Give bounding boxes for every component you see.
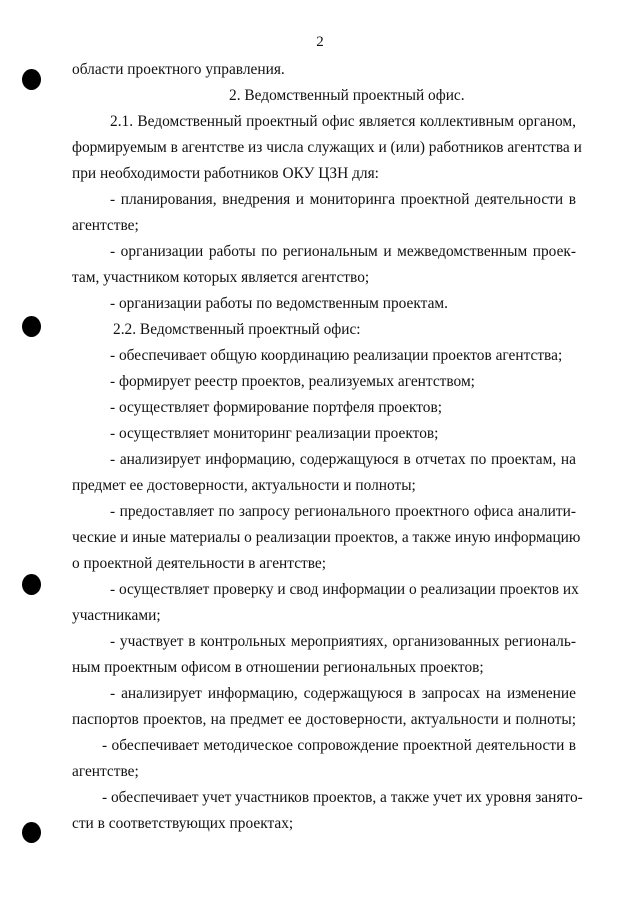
text-line: области проектного управления. xyxy=(72,61,285,78)
text-line: - организации работы по ведомственным проектам. xyxy=(110,295,448,312)
text-line: агентстве; xyxy=(72,217,139,234)
text-line: - осуществляет мониторинг реализации проектов; xyxy=(110,425,439,442)
text-line: - анализирует информацию, содержащуюся в отчетах по проектам, на xyxy=(110,451,576,468)
text-line: 2.2. Ведомственный проектный офис: xyxy=(113,321,361,338)
text-line: агентстве; xyxy=(72,763,139,780)
text-line: - участвует в контрольных мероприятиях, организованных региональ- xyxy=(110,633,576,650)
text-line: - анализирует информацию, содержащуюся в запросах на изменение xyxy=(110,685,576,702)
punch-hole xyxy=(22,69,41,90)
text-line: паспортов проектов, на предмет ее достоверности, актуальности и полноты; xyxy=(72,711,576,728)
text-line: - обеспечивает методическое сопровождение проектной деятельности в xyxy=(102,737,576,754)
text-line: там, участником которых является агентство; xyxy=(72,269,370,286)
text-line: предмет ее достоверности, актуальности и полноты; xyxy=(72,477,416,494)
text-line: - обеспечивает общую координацию реализации проектов агентства; xyxy=(110,347,563,364)
text-line: при необходимости работников ОКУ ЦЗН для: xyxy=(72,165,379,182)
text-line: - обеспечивает учет участников проектов, а также учет их уровня занято- xyxy=(102,789,583,806)
text-line: - планирования, внедрения и мониторинга проектной деятельности в xyxy=(110,191,576,208)
text-line: участниками; xyxy=(72,607,161,624)
section-heading: 2. Ведомственный проектный офис. xyxy=(229,87,465,104)
text-line: формируемым в агентстве из числа служащих и (или) работников агентства и xyxy=(72,139,582,156)
text-line: 2.1. Ведомственный проектный офис является коллективным органом, xyxy=(110,113,576,130)
punch-hole xyxy=(22,574,41,595)
text-line: ным проектным офисом в отношении региональных проектов; xyxy=(72,659,484,676)
punch-hole xyxy=(22,822,41,843)
punch-hole xyxy=(22,316,41,337)
text-line: - формирует реестр проектов, реализуемых агентством; xyxy=(110,373,475,390)
text-line: - организации работы по региональным и межведомственным проек- xyxy=(110,243,576,260)
text-line: о проектной деятельности в агентстве; xyxy=(72,555,327,572)
text-line: ческие и иные материалы о реализации проектов, а также иную информацию xyxy=(72,529,581,546)
page-number: 2 xyxy=(316,34,324,50)
text-line: сти в соответствующих проектах; xyxy=(72,815,294,832)
text-line: - предоставляет по запросу регионального проектного офиса аналити- xyxy=(110,503,576,520)
text-line: - осуществляет проверку и свод информации о реализации проектов их xyxy=(110,581,579,598)
text-line: - осуществляет формирование портфеля проектов; xyxy=(110,399,443,416)
